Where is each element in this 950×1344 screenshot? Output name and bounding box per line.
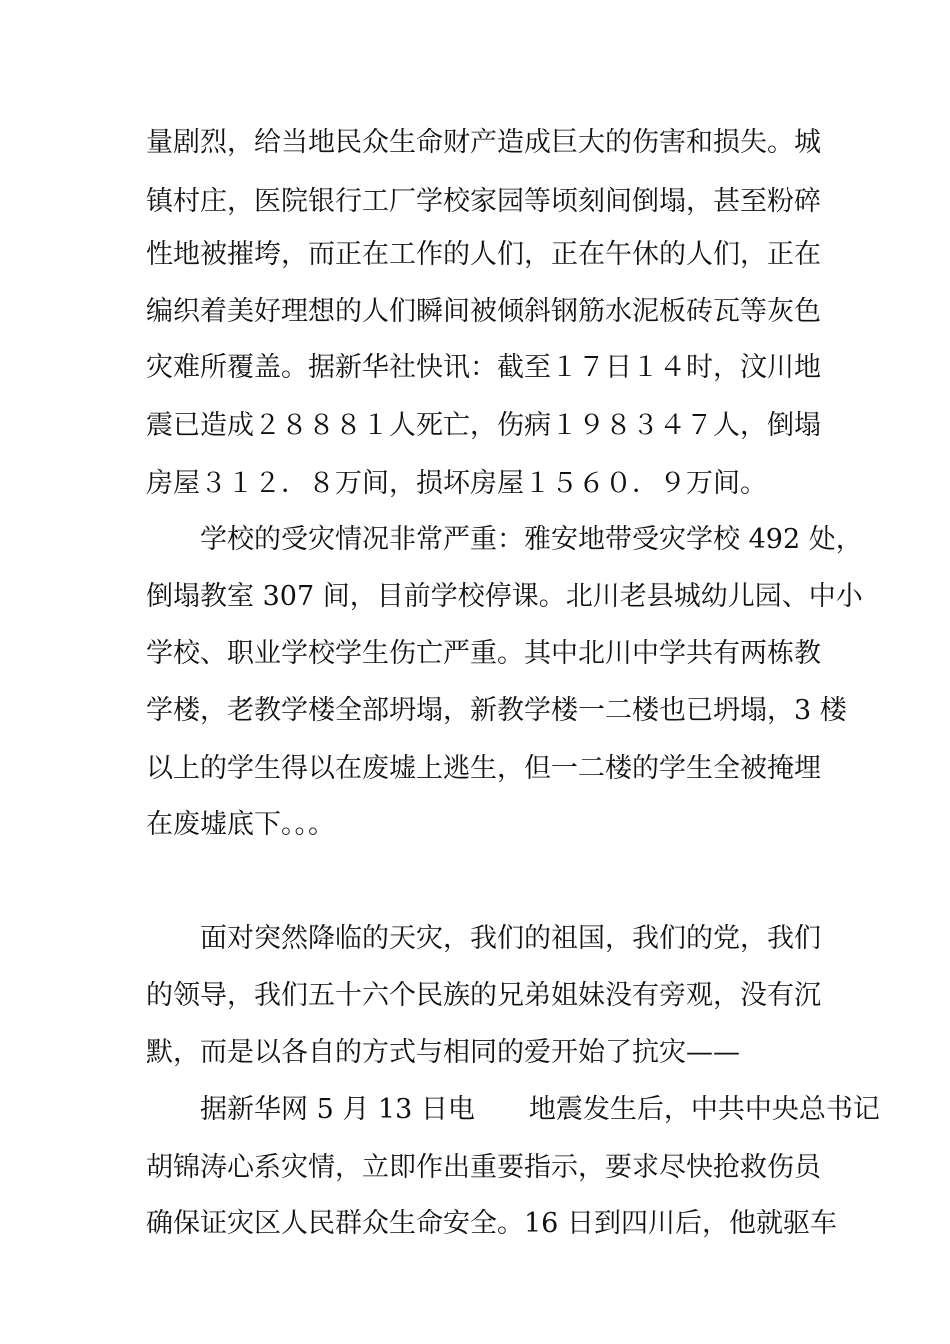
text-line: 房屋３１２．８万间，损坏房屋１５６０．９万间。	[146, 468, 767, 499]
text-line: 量剧烈，给当地民众生命财产造成巨大的伤害和损失。城	[146, 127, 821, 158]
text-line: 灾难所覆盖。据新华社快讯：截至１７日１４时，汶川地	[146, 352, 821, 383]
text-line: 以上的学生得以在废墟上逃生，但一二楼的学生全被掩埋	[146, 753, 821, 784]
text-line: 镇村庄，医院银行工厂学校家园等顷刻间倒塌，甚至粉碎	[146, 186, 821, 217]
text-line: 的领导，我们五十六个民族的兄弟姐妹没有旁观，没有沉	[146, 980, 821, 1011]
text-line: 在废墟底下。。。	[146, 809, 335, 840]
text-line: 震已造成２８８８１人死亡，伤病１９８３４７人，倒塌	[146, 410, 821, 441]
text-line: 学楼，老教学楼全部坍塌，新教学楼一二楼也已坍塌，3 楼	[146, 695, 847, 726]
text-line: 倒塌教室 307 间，目前学校停课。北川老县城幼儿园、中小	[146, 581, 863, 612]
text-line: 面对突然降临的天灾，我们的祖国，我们的党，我们	[200, 923, 821, 954]
text-line: 默，而是以各自的方式与相同的爱开始了抗灾——	[146, 1037, 740, 1068]
text-line: 学校的受灾情况非常严重：雅安地带受灾学校 492 处，	[200, 524, 863, 555]
text-line: 编织着美好理想的人们瞬间被倾斜钢筋水泥板砖瓦等灰色	[146, 296, 821, 327]
text-line: 性地被摧垮，而正在工作的人们，正在午休的人们，正在	[146, 239, 821, 270]
text-line: 确保证灾区人民群众生命安全。16 日到四川后，他就驱车	[146, 1208, 837, 1239]
text-line: 据新华网 5 月 13 日电 地震发生后，中共中央总书记	[200, 1094, 880, 1125]
text-line: 学校、职业学校学生伤亡严重。其中北川中学共有两栋教	[146, 638, 821, 669]
text-line: 胡锦涛心系灾情，立即作出重要指示，要求尽快抢救伤员	[146, 1152, 821, 1183]
